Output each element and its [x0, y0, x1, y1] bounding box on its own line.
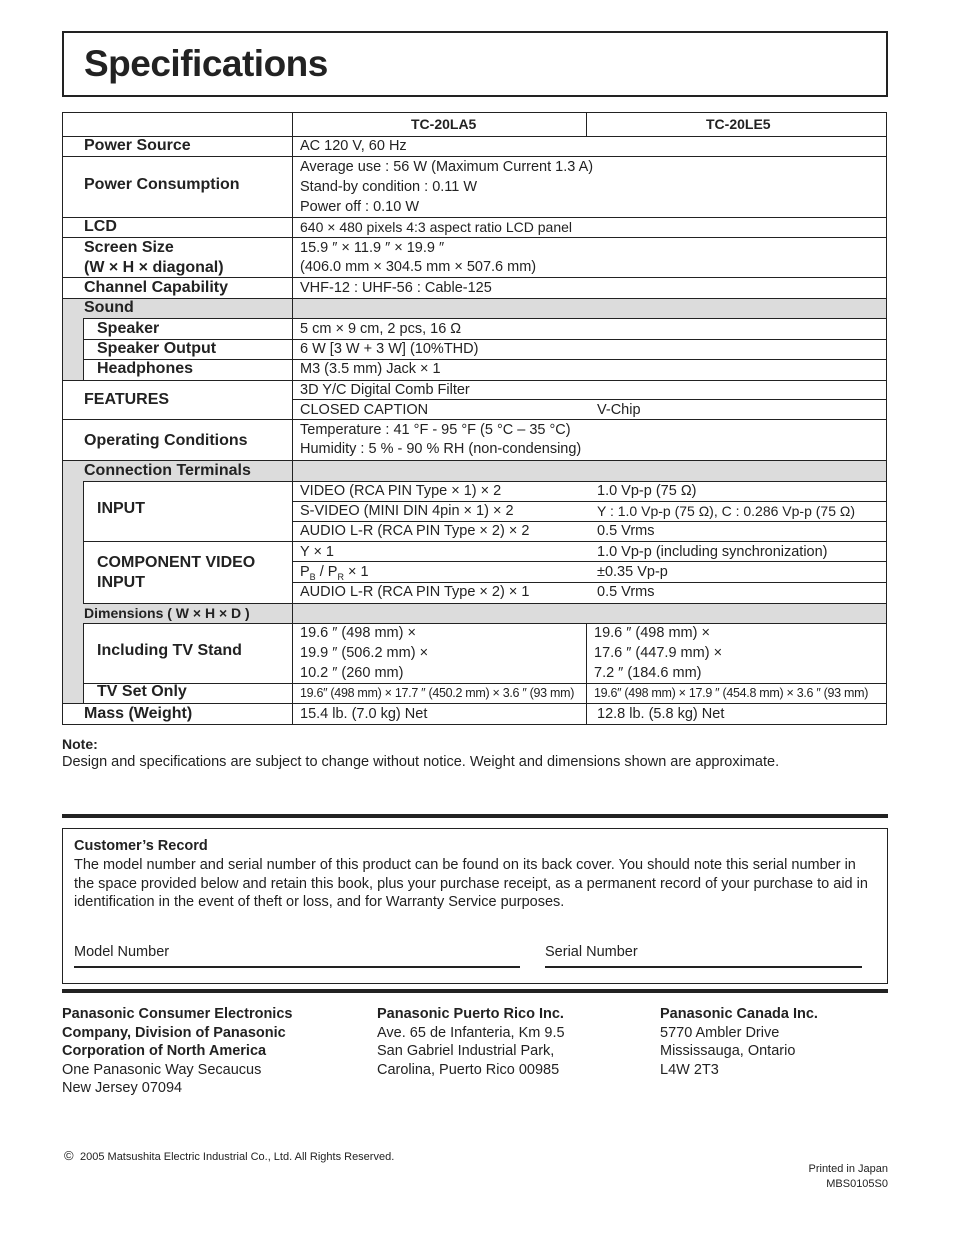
value-mass-le5: 12.8 lb. (5.8 kg) Net [597, 706, 725, 722]
value-speaker-output: 6 W [3 W + 3 W] (10%THD) [300, 341, 479, 357]
value-component-audio: AUDIO L-R (RCA PIN Type × 2) × 1 [300, 584, 530, 600]
value-power-source: AC 120 V, 60 Hz [300, 138, 407, 154]
connection-side-band [62, 481, 83, 603]
address-line: One Panasonic Way Secaucus [62, 1061, 262, 1078]
address-line: Panasonic Puerto Rico Inc. [377, 1006, 564, 1022]
printed-in: Printed in Japan [808, 1163, 888, 1175]
pbpr-count: × 1 [343, 564, 369, 580]
label-operating-conditions: Operating Conditions [84, 432, 248, 449]
row-divider [83, 359, 887, 360]
copyright-symbol: © [64, 1148, 74, 1163]
model-header-la5: TC-20LA5 [411, 116, 477, 132]
note-title: Note: [62, 736, 98, 752]
label-component-video: COMPONENT VIDEO [97, 554, 256, 571]
row-divider [62, 298, 887, 299]
value-power-consumption-off: Power off : 0.10 W [300, 199, 420, 215]
document-code: MBS0105S0 [826, 1178, 888, 1190]
value-input-video-level: 1.0 Vp-p (75 Ω) [597, 483, 697, 499]
pr-sub: R [337, 571, 344, 582]
note-text: Design and specifications are subject to change without notice. Weight and dimensions shown are approximate. [62, 754, 780, 770]
address-panasonic-canada [660, 1005, 818, 1079]
value-operating-temperature: Temperature : 41 °F - 95 °F (5 °C – 35 °C) [300, 422, 571, 438]
address-line: 5770 Ambler Drive [660, 1024, 780, 1041]
address-line: L4W 2T3 [660, 1061, 719, 1078]
value-component-y-level: 1.0 Vp-p (including synchronization) [597, 544, 828, 560]
label-headphones: Headphones [97, 360, 194, 377]
label-features: FEATURES [84, 391, 170, 408]
pb-p: P [300, 564, 310, 580]
label-dimensions: Dimensions ( W × H × D ) [84, 605, 250, 621]
copyright-text: 2005 Matsushita Electric Industrial Co., Ltd. All Rights Reserved. [80, 1151, 395, 1163]
label-screen-size: Screen Size [84, 239, 174, 256]
row-divider [62, 380, 887, 381]
address-line: Panasonic Canada Inc. [660, 1006, 818, 1022]
value-speaker: 5 cm × 9 cm, 2 pcs, 16 Ω [300, 321, 462, 337]
address-line: San Gabriel Industrial Park, [377, 1043, 555, 1060]
customer-record-text: The model number and serial number of this product can be found on its back cover. You should note this serial number in the space provided below and retain this book, plus your purchase receipt, as a permanent record of your purchase to aid in identification in the event of theft or loss, and for Warranty Service purposes. [74, 857, 868, 910]
address-line: Company, Division of Panasonic [62, 1024, 286, 1041]
value-set-only-la5: 19.6″ (498 mm) × 17.7 ″ (450.2 mm) × 3.6 ″ (93 mm) [300, 686, 575, 700]
sound-band [62, 298, 887, 318]
value-component-pbpr-level: ±0.35 Vp-p [597, 564, 668, 580]
page-title: Specifications [84, 43, 328, 84]
value-channel-capability: VHF-12 : UHF-56 : Cable-125 [300, 280, 492, 296]
value-stand-la5-width: 19.6 ″ (498 mm) × [300, 625, 416, 641]
value-features-vchip: V-Chip [597, 402, 641, 418]
row-divider [83, 318, 887, 319]
model-divider-header [586, 112, 587, 136]
label-speaker: Speaker [97, 320, 160, 337]
address-line: Corporation of North America [62, 1043, 267, 1060]
address-line: New Jersey 07094 [62, 1080, 183, 1097]
dimensions-side-band [62, 623, 83, 703]
address-line: Ave. 65 de Infanteria, Km 9.5 [377, 1024, 565, 1041]
row-divider [83, 623, 887, 624]
label-connection-terminals: Connection Terminals [84, 462, 251, 479]
pb-sub: B [309, 571, 316, 582]
value-features-comb-filter: 3D Y/C Digital Comb Filter [300, 382, 470, 398]
value-lcd: 640 × 480 pixels 4:3 aspect ratio LCD panel [300, 219, 573, 235]
value-input-svideo-level: Y : 1.0 Vp-p (75 Ω), C : 0.286 Vp-p (75 Ω) [597, 503, 856, 519]
address-line: Carolina, Puerto Rico 00985 [377, 1061, 560, 1078]
table-border-top [62, 112, 887, 113]
serial-number-label: Serial Number [545, 944, 638, 960]
label-tv-set-only: TV Set Only [97, 683, 187, 700]
label-power-source: Power Source [84, 137, 191, 154]
dimensions-indent [83, 623, 84, 703]
divider-top [62, 814, 888, 818]
value-mass-la5: 15.4 lb. (7.0 kg) Net [300, 706, 428, 722]
model-header-le5: TC-20LE5 [706, 116, 771, 132]
table-border-bottom [62, 724, 887, 725]
address-panasonic-usa [62, 1005, 292, 1098]
value-stand-le5-width: 19.6 ″ (498 mm) × [594, 625, 710, 641]
value-stand-la5-height: 19.9 ″ (506.2 mm) × [300, 645, 429, 661]
value-input-svideo: S-VIDEO (MINI DIN 4pin × 1) × 2 [300, 503, 514, 519]
value-features-closed-caption: CLOSED CAPTION [300, 402, 429, 418]
pr-p: / P [315, 564, 338, 580]
model-divider-dimensions [586, 623, 587, 725]
model-number-line[interactable] [74, 966, 520, 968]
value-screen-size-mm: (406.0 mm × 304.5 mm × 507.6 mm) [300, 259, 537, 275]
value-input-audio-level: 0.5 Vrms [597, 523, 655, 539]
label-screen-size-sub: (W × H × diagonal) [84, 259, 224, 276]
label-mass: Mass (Weight) [84, 705, 193, 722]
address-line: Panasonic Consumer Electronics [62, 1006, 293, 1022]
serial-number-line[interactable] [545, 966, 862, 968]
row-divider [62, 237, 887, 238]
value-input-video: VIDEO (RCA PIN Type × 1) × 2 [300, 483, 502, 499]
label-sound: Sound [84, 299, 134, 316]
value-set-only-le5: 19.6″ (498 mm) × 17.9 ″ (454.8 mm) × 3.6 ″ (93 mm) [594, 686, 869, 700]
value-component-y: Y × 1 [300, 544, 334, 560]
address-line: Mississauga, Ontario [660, 1043, 796, 1060]
value-stand-le5-height: 17.6 ″ (447.9 mm) × [594, 645, 723, 661]
value-input-audio: AUDIO L-R (RCA PIN Type × 2) × 2 [300, 523, 530, 539]
label-input: INPUT [97, 500, 145, 517]
label-power-consumption: Power Consumption [84, 176, 240, 193]
customer-record-title: Customer’s Record [74, 838, 208, 854]
value-screen-size-inches: 15.9 ″ × 11.9 ″ × 19.9 ″ [300, 240, 445, 256]
value-component-audio-level: 0.5 Vrms [597, 584, 655, 600]
label-lcd: LCD [84, 218, 117, 235]
sound-indent [83, 318, 84, 380]
divider-bottom [62, 989, 888, 993]
value-stand-le5-depth: 7.2 ″ (184.6 mm) [594, 665, 702, 681]
label-channel-capability: Channel Capability [84, 279, 229, 296]
sound-side-band [62, 318, 83, 380]
value-operating-humidity: Humidity : 5 % - 90 % RH (non-condensing) [300, 441, 582, 457]
address-panasonic-puerto-rico [377, 1005, 565, 1079]
label-including-stand: Including TV Stand [97, 642, 242, 659]
model-number-label: Model Number [74, 944, 170, 960]
connection-indent [83, 481, 84, 603]
title-box [62, 31, 888, 97]
label-speaker-output: Speaker Output [97, 340, 217, 357]
label-component-input: INPUT [97, 574, 145, 591]
value-stand-la5-depth: 10.2 ″ (260 mm) [300, 665, 404, 681]
value-headphones: M3 (3.5 mm) Jack × 1 [300, 361, 441, 377]
value-power-consumption-standby: Stand-by condition : 0.11 W [300, 179, 478, 195]
value-power-consumption-average: Average use : 56 W (Maximum Current 1.3 A) [300, 159, 594, 175]
